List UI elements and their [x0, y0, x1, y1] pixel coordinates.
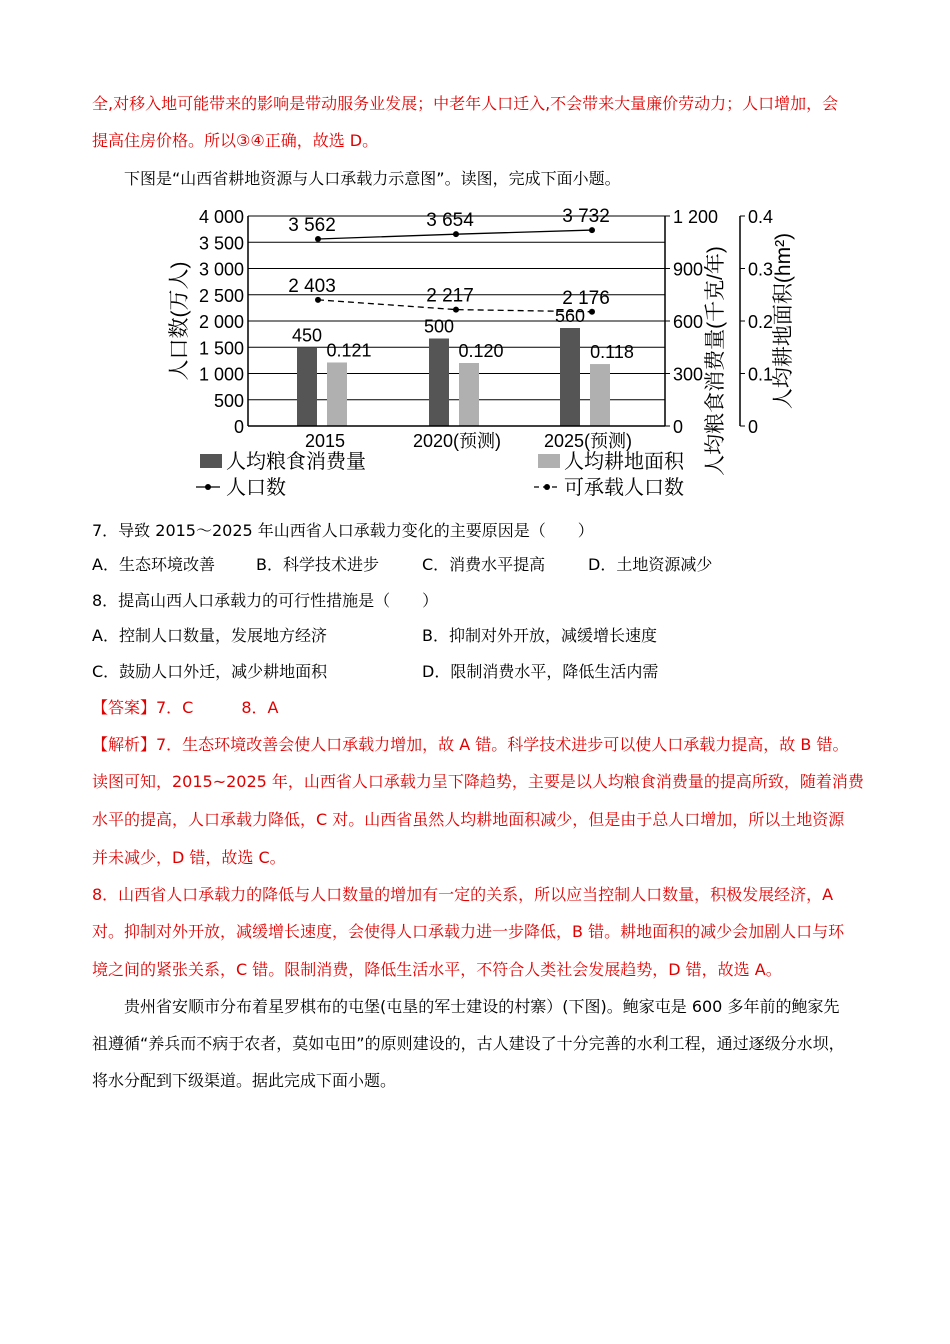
analysis-line-6: 对。抑制对外开放，减缓增长速度，会使得人口承载力进一步降低，B 错。耕地面积的减少会加剧人口与环	[92, 922, 845, 941]
legend-label-grain: 人均粮食消费量	[226, 451, 366, 473]
label-population: 3 654	[426, 210, 474, 232]
analysis-line-5: 8．山西省人口承载力的降低与人口数量的增加有一定的关系，所以应当控制人口数量，积极发展经济，A	[92, 885, 834, 904]
bar-label-farmland: 0.118	[590, 342, 634, 363]
q7-stem: 7．导致 2015～2025 年山西省人口承载力变化的主要原因是（ ）	[92, 521, 594, 540]
legend-dot-population	[205, 484, 211, 490]
q8-option-d[interactable]: D．限制消费水平，降低生活内需	[422, 662, 659, 681]
y1-axis-title: 人口数(万人)	[168, 261, 191, 381]
analysis-line-4: 并未减少，D 错，故选 C。	[92, 848, 286, 867]
bar-grain-consumption	[297, 347, 317, 426]
point-population	[315, 236, 321, 242]
y1-tick-label: 1 500	[198, 338, 244, 359]
legend-dot-capacity	[544, 484, 550, 490]
y1-tick-label: 4 000	[198, 207, 244, 227]
point-population	[453, 231, 459, 237]
chart	[160, 196, 800, 502]
legend-swatch-farmland	[538, 454, 560, 468]
legend-label-population: 人口数	[226, 477, 286, 499]
intro-line-2: 提高住房价格。所以③④正确，故选 D。	[92, 131, 379, 150]
point-capacity	[589, 309, 595, 315]
bar-grain-consumption	[429, 339, 449, 427]
y1-tick-label: 0	[233, 417, 244, 437]
analysis-line-2: 读图可知，2015~2025 年，山西省人口承载力呈下降趋势，主要是以人均粮食消费量的提高所致，随着消费	[92, 772, 864, 791]
analysis-line-3: 水平的提高，人口承载力降低，C 对。山西省虽然人均耕地面积减少，但是由于总人口增加，所以土地资源	[92, 810, 845, 829]
x-tick-label: 2025(预测)	[543, 431, 633, 451]
next-line-2: 祖遵循“养兵而不病于农者，莫如屯田”的原则建设的，古人建设了十分完善的水利工程，通过逐级分水坝，	[92, 1034, 845, 1053]
bar-label-farmland: 0.120	[458, 341, 504, 361]
bar-farmland-area	[590, 364, 610, 426]
answer: 【答案】7．C 8．A	[92, 698, 279, 717]
analysis-line-7: 境之间的紧张关系，C 错。限制消费，降低生活水平，不符合人类社会发展趋势，D 错，故选 A。	[92, 960, 782, 979]
legend-label-farmland: 人均耕地面积	[564, 451, 684, 473]
point-population	[589, 227, 595, 233]
q7-option-b[interactable]: B．科学技术进步	[256, 555, 379, 574]
analysis-line-1: 【解析】7．生态环境改善会使人口承载力增加，故 A 错。科学技术进步可以使人口承载力提高，故 B 错。	[92, 735, 849, 754]
q8-stem: 8．提高山西人口承载力的可行性措施是（ ）	[92, 591, 439, 610]
y2-tick-label: 600	[673, 312, 704, 332]
labels	[168, 206, 795, 476]
bar-label-grain: 500	[423, 316, 455, 337]
bar-label-farmland: 0.121	[326, 340, 372, 361]
y3-tick-label: 0.4	[748, 207, 774, 227]
figure-intro: 下图是“山西省耕地资源与人口承载力示意图”。读图，完成下面小题。	[124, 169, 621, 188]
bar-grain-consumption	[560, 328, 580, 426]
next-line-1: 贵州省安顺市分布着星罗棋布的屯堡(屯垦的军士建设的村寨）(下图)。鲍家屯是 600 多年前的鲍家先	[124, 997, 840, 1016]
label-capacity: 2 403	[288, 275, 336, 297]
x-tick-label: 2015	[304, 431, 346, 451]
y2-tick-label: 0	[673, 417, 684, 437]
y2-tick-label: 300	[673, 364, 704, 385]
label-capacity: 2 176	[562, 287, 610, 309]
y3-tick-label: 0.1	[748, 364, 774, 385]
point-capacity	[315, 297, 321, 303]
q7-option-c[interactable]: C．消费水平提高	[422, 555, 546, 574]
q8-option-a[interactable]: A．控制人口数量，发展地方经济	[92, 626, 327, 645]
legend-label-capacity: 可承载人口数	[564, 477, 684, 499]
y2-tick-label: 900	[673, 259, 704, 280]
y1-tick-label: 2 000	[198, 312, 244, 332]
bar-label-grain: 450	[291, 325, 323, 346]
bar-farmland-area	[327, 362, 347, 426]
y1-tick-label: 3 500	[198, 233, 244, 254]
q8-option-c[interactable]: C．鼓励人口外迁，减少耕地面积	[92, 662, 328, 681]
y3-tick-label: 0.2	[748, 312, 774, 332]
y1-tick-label: 1 000	[198, 364, 244, 385]
label-population: 3 732	[562, 206, 610, 228]
legend	[196, 450, 685, 499]
label-capacity: 2 217	[426, 285, 474, 307]
bar-label-grain: 560	[554, 306, 586, 326]
legend-swatch-grain	[200, 454, 222, 468]
y1-tick-label: 500	[213, 390, 244, 411]
y3-tick-label: 0.3	[748, 259, 774, 280]
y3-tick-label: 0	[748, 417, 759, 437]
q7-option-d[interactable]: D．土地资源减少	[588, 555, 713, 574]
y2-axis-title: 人均粮食消费量(千克/年)	[704, 246, 727, 476]
point-capacity	[453, 307, 459, 313]
y1-tick-label: 2 500	[198, 285, 244, 306]
label-population: 3 562	[288, 214, 336, 236]
x-tick-label: 2020(预测)	[412, 431, 502, 451]
intro-line-1: 全,对移入地可能带来的影响是带动服务业发展；中老年人口迁入,不会带来大量廉价劳动力；人口增加，会	[92, 94, 839, 113]
bar-farmland-area	[459, 363, 479, 426]
next-line-3: 将水分配到下级渠道。据此完成下面小题。	[92, 1071, 397, 1090]
y3-axis-title: 人均耕地面积(hm²)	[772, 232, 795, 410]
y2-tick-label: 1 200	[673, 207, 719, 227]
q7-option-a[interactable]: A．生态环境改善	[92, 555, 215, 574]
y1-tick-label: 3 000	[198, 259, 244, 280]
q8-option-b[interactable]: B．抑制对外开放，减缓增长速度	[422, 626, 657, 645]
